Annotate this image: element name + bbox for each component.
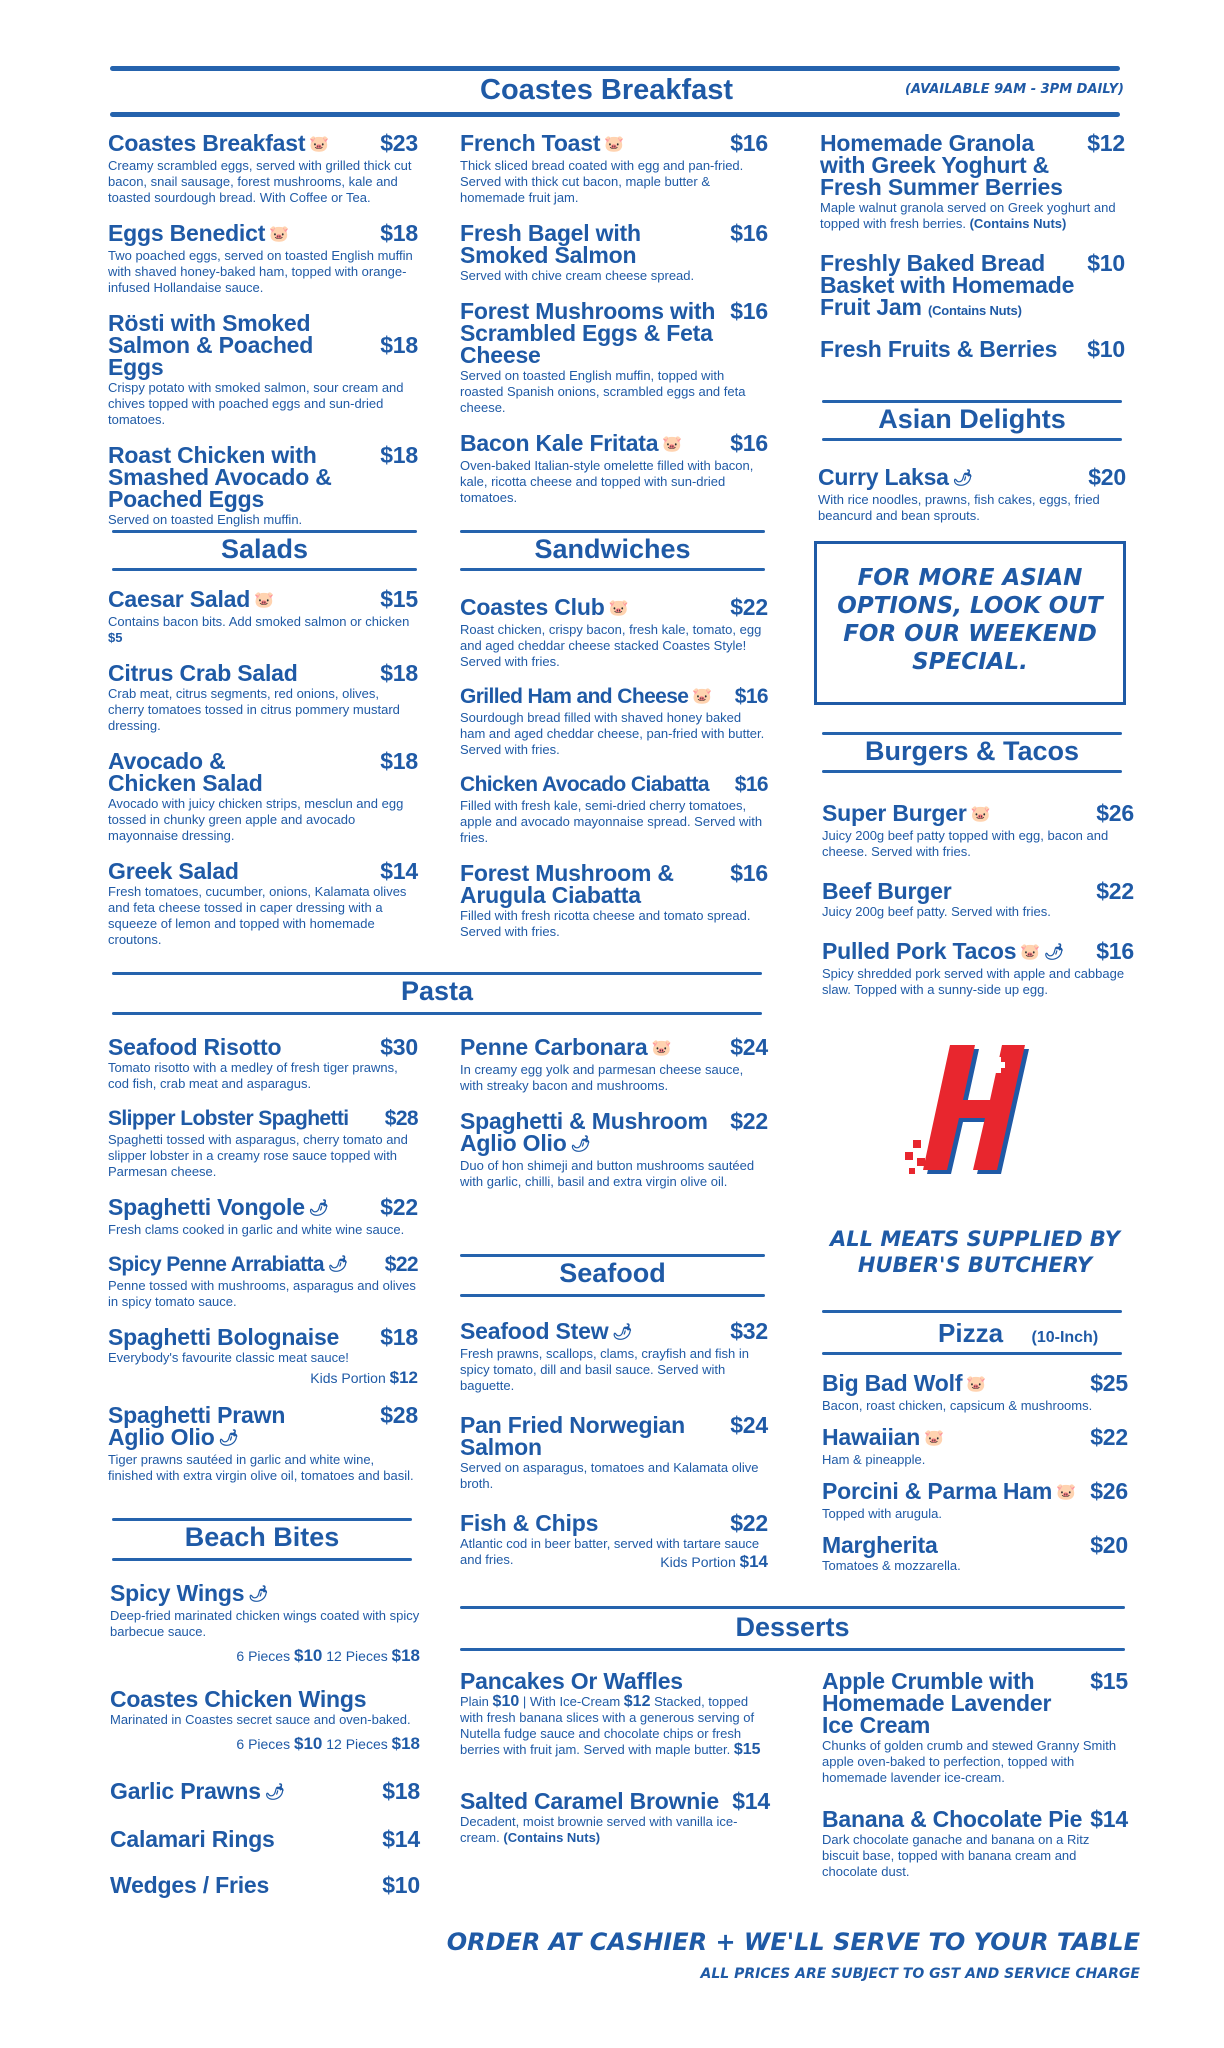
availability-note: (AVAILABLE 9AM - 3PM DAILY): [905, 82, 1124, 97]
item-name: Coastes Chicken Wings: [110, 1685, 367, 1712]
item-description: In creamy egg yolk and parmesan cheese sauce, with streaky bacon and mushrooms.: [460, 1061, 744, 1093]
item-description: Avocado with juicy chicken strips, mesclun and egg tossed in chunky green apple and avocado mayonnaise dressing.: [108, 795, 404, 843]
menu-item: [460, 1036, 768, 1094]
item-description: Served with chive cream cheese spread.: [460, 267, 695, 283]
item-description: Served on asparagus, tomatoes and Kalamata olive broth.: [460, 1459, 759, 1491]
pig-icon: 🐷: [651, 1039, 672, 1057]
portion-option: 12 Pieces: [326, 1647, 388, 1664]
menu-item: [460, 1107, 768, 1190]
menu-item: [108, 441, 418, 528]
item-name: Seafood Stew: [460, 1318, 609, 1344]
addon-price: $5: [108, 629, 123, 645]
portion-option: 6 Pieces: [236, 1647, 291, 1664]
item-price: $14: [382, 1825, 420, 1852]
menu-item: [108, 747, 418, 844]
item-price: $18: [380, 441, 418, 468]
item-name: Penne Carbonara: [460, 1034, 648, 1060]
item-description: Topped with arugula.: [822, 1505, 942, 1521]
pig-icon: 🐷: [309, 135, 330, 153]
pig-icon: 🐷: [970, 805, 991, 823]
ice-cream-price: $12: [623, 1693, 651, 1710]
item-description: Spaghetti tossed with asparagus, cherry tomato and slipper lobster in a creamy rose sauce topped with Parmesan cheese.: [108, 1132, 408, 1179]
beach-list: [110, 1582, 420, 1912]
chili-icon: 🌶: [308, 1199, 329, 1217]
item-description: Juicy 200g beef patty. Served with fries.: [822, 903, 1051, 919]
pig-icon: 🐷: [608, 599, 629, 617]
menu-item: [822, 1531, 1128, 1574]
weekend-special-box: [814, 541, 1126, 705]
menu-item: [820, 338, 1125, 360]
section-brush: [112, 972, 762, 975]
menu-item: [822, 1423, 1128, 1468]
menu-item: [108, 1326, 418, 1388]
item-name: Caesar Salad: [108, 586, 251, 612]
item-price: $26: [1096, 800, 1134, 826]
stacked-price: $15: [733, 1741, 761, 1758]
item-description: Roast chicken, crispy bacon, fresh kale, tomato, egg and aged cheddar cheese stacked Coastes Style! Served with fries.: [460, 621, 762, 669]
item-name: Rösti with Smoked Salmon & Poached Eggs: [108, 309, 314, 380]
item-name: Greek Salad: [108, 857, 239, 884]
menu-item: [822, 1808, 1128, 1880]
chili-icon: 🌶: [1044, 943, 1065, 961]
kids-portion-label: Kids Portion: [310, 1370, 386, 1387]
item-description: Crab meat, citrus segments, red onions, olives, cherry tomatoes tossed in citrus pommery mustard dressing.: [108, 685, 400, 733]
item-name: Forest Mushrooms with Scrambled Eggs & Feta Cheese: [460, 297, 716, 368]
menu-item: [110, 1777, 420, 1804]
chili-icon: 🌶: [952, 469, 973, 487]
menu-item: [108, 1108, 418, 1180]
menu-item: [818, 466, 1126, 524]
item-price: $22: [730, 1509, 768, 1536]
pizza-header: [822, 1318, 1122, 1349]
item-name: Eggs Benedict: [108, 219, 266, 246]
menu-item: [822, 1372, 1128, 1414]
portion-price: $10: [293, 1645, 323, 1665]
pig-icon: 🐷: [662, 435, 683, 453]
item-price: $24: [730, 1411, 768, 1438]
section-brush: [112, 568, 417, 571]
item-price: $14: [1090, 1806, 1128, 1832]
kids-portion-price: $14: [739, 1551, 768, 1571]
menu-item: [460, 1411, 768, 1492]
gst-note: ALL PRICES ARE SUBJECT TO GST AND SERVICE CHARGE: [700, 1966, 1140, 1982]
menu-item: [108, 309, 418, 428]
item-description: Ham & pineapple.: [822, 1451, 926, 1467]
header-top-brush: [110, 66, 1120, 71]
item-price: $18: [380, 747, 418, 774]
pig-icon: 🐷: [254, 591, 274, 609]
item-price: $28: [380, 1402, 418, 1429]
item-description: Bacon, roast chicken, capsicum & mushrooms.: [822, 1397, 1093, 1413]
item-description: Fresh clams cooked in garlic and white wine sauce.: [108, 1221, 405, 1237]
item-description: Served on toasted English muffin.: [108, 511, 303, 527]
item-name: Seafood Risotto: [108, 1034, 282, 1060]
menu-item: [460, 1790, 770, 1846]
section-brush: [112, 530, 417, 533]
seafood-list: [460, 1320, 768, 1588]
item-price: $15: [380, 586, 418, 612]
burgers-list: [822, 802, 1134, 1014]
pizza-section-title: Pizza: [938, 1318, 1004, 1348]
contains-nuts-note: (Contains Nuts): [503, 1830, 601, 1845]
section-brush: [460, 1606, 1125, 1609]
section-brush: [460, 1294, 765, 1297]
item-price: $10: [1087, 250, 1125, 276]
menu-item: [460, 862, 768, 940]
menu-item: [460, 1320, 768, 1394]
sandwiches-list: [460, 596, 768, 956]
item-description: Served on toasted English muffin, topped with roasted Spanish onions, scrambled eggs and feta cheese.: [460, 367, 746, 415]
section-brush: [112, 1518, 412, 1521]
header-bottom-brush: [110, 112, 1120, 117]
item-name: Spicy Wings: [110, 1580, 245, 1606]
item-description: Dark chocolate ganache and banana on a Ritz biscuit base, topped with banana cream and chocolate dust.: [822, 1832, 1090, 1879]
item-name: Fresh Bagel with Smoked Salmon: [460, 219, 641, 268]
menu-item: [108, 857, 418, 948]
item-price: $22: [380, 1194, 418, 1220]
menu-item: [110, 1825, 420, 1852]
portion-price: $10: [293, 1733, 323, 1753]
menu-item: [460, 132, 768, 206]
item-price: $16: [730, 429, 768, 456]
asian-list: [818, 466, 1126, 540]
item-name: Grilled Ham and Cheese: [460, 684, 689, 708]
chili-icon: 🌶: [264, 1783, 285, 1801]
menu-item: [460, 219, 768, 284]
item-description: Thick sliced bread coated with egg and pan-fried. Served with thick cut bacon, maple butter & homemade fruit jam.: [460, 157, 744, 205]
item-name: Coastes Club: [460, 594, 605, 620]
desserts-column-1: [460, 1670, 770, 1862]
pig-icon: 🐷: [692, 688, 712, 706]
menu-item: [822, 937, 1134, 998]
pig-icon: 🐷: [966, 1375, 987, 1393]
item-name: Avocado & Chicken Salad: [108, 747, 263, 796]
item-name: Freshly Baked Bread Basket with Homemade Fruit Jam: [820, 250, 1075, 320]
pizza-list: [822, 1372, 1128, 1586]
item-price: $10: [382, 1871, 420, 1898]
menu-item: [460, 297, 768, 416]
order-at-cashier-text: ORDER AT CASHIER + WE'LL SERVE TO YOUR TABLE: [446, 1928, 1140, 1956]
weekend-special-text: FOR MORE ASIAN OPTIONS, LOOK OUT FOR OUR WEEKEND SPECIAL.: [837, 565, 1103, 675]
asian-section-title: Asian Delights: [878, 404, 1066, 434]
item-price: $22: [730, 1107, 768, 1134]
portion-price: $18: [391, 1645, 420, 1665]
item-name: Spaghetti & Mushroom Aglio Olio: [460, 1107, 708, 1156]
desserts-section-title: Desserts: [735, 1612, 850, 1642]
item-price: $16: [730, 860, 768, 887]
section-brush: [112, 1012, 762, 1015]
item-price: $26: [1090, 1477, 1128, 1504]
pig-icon: 🐷: [269, 225, 289, 243]
item-description: Duo of hon shimeji and button mushrooms sautéed with garlic, chilli, basil and extra virgin olive oil.: [460, 1157, 755, 1189]
section-brush: [822, 438, 1122, 441]
item-price: $12: [1087, 130, 1125, 156]
item-name: Big Bad Wolf: [822, 1370, 963, 1396]
item-description: Fresh tomatoes, cucumber, onions, Kalamata olives and feta cheese tossed in caper dressing with a squeeze of lemon and topped with homemade croutons.: [108, 883, 407, 947]
item-price: $22: [730, 594, 768, 620]
menu-item: [460, 1509, 768, 1572]
item-price: $18: [380, 331, 418, 358]
page-title: Coastes Breakfast: [480, 74, 734, 106]
item-description: Oven-baked Italian-style omelette filled with bacon, kale, ricotta cheese and topped with sun-dried tomatoes.: [460, 457, 754, 505]
item-price: $25: [1090, 1370, 1128, 1396]
item-price: $16: [730, 219, 768, 246]
section-brush: [460, 568, 765, 571]
item-name: Citrus Crab Salad: [108, 659, 298, 686]
menu-item: [822, 802, 1134, 860]
item-name: Fresh Fruits & Berries: [820, 336, 1058, 362]
item-price: $16: [734, 773, 768, 797]
breakfast-column-3: [820, 132, 1125, 376]
meat-supplier-caption: ALL MEATS SUPPLIED BY HUBER'S BUTCHERY: [830, 1227, 1120, 1277]
section-brush: [822, 732, 1122, 735]
item-description: Filled with fresh kale, semi-dried cherry tomatoes, apple and avocado mayonnaise spread. Served with fries.: [460, 798, 763, 846]
item-name: Garlic Prawns: [110, 1777, 261, 1804]
salads-section-title: Salads: [220, 534, 309, 564]
menu-item: [460, 596, 768, 670]
item-name: Roast Chicken with Smashed Avocado & Poached Eggs: [108, 441, 332, 512]
plain-price: $10: [492, 1693, 520, 1710]
ice-cream-label: | With Ice-Cream: [522, 1694, 621, 1709]
item-description: Everybody's favourite classic meat sauce!: [108, 1350, 349, 1366]
portion-option: 12 Pieces: [326, 1735, 388, 1752]
chili-icon: 🌶: [248, 1585, 269, 1603]
item-name: Forest Mushroom & Arugula Ciabatta: [460, 860, 674, 909]
item-description: Tiger prawns sautéed in garlic and white wine, finished with extra virgin olive oil, tomatoes and basil.: [108, 1452, 414, 1484]
menu-item: [108, 659, 418, 734]
item-description: Penne tossed with mushrooms, asparagus and olives in spicy tomato sauce.: [108, 1278, 416, 1310]
menu-item: [108, 588, 418, 646]
menu-item: [460, 429, 768, 506]
menu-item: [108, 1254, 418, 1310]
pasta-column-1: [108, 1036, 418, 1500]
menu-item: [460, 686, 768, 758]
menu-item: [108, 219, 418, 296]
item-price: $32: [730, 1318, 768, 1344]
item-price: $22: [384, 1252, 418, 1276]
salads-list: [108, 588, 418, 964]
item-price: $18: [382, 1777, 420, 1804]
item-price: $23: [380, 130, 418, 156]
breakfast-column-2: [460, 132, 768, 522]
item-name: Spicy Penne Arrabiatta: [108, 1252, 324, 1276]
portion-price: $18: [391, 1733, 420, 1753]
item-name: Margherita: [822, 1531, 938, 1558]
item-description: Crispy potato with smoked salmon, sour cream and chives topped with poached eggs and sun-dried tomatoes.: [108, 379, 404, 427]
menu-item: [110, 1582, 420, 1666]
item-description: Juicy 200g beef patty topped with egg, bacon and cheese. Served with fries.: [822, 827, 1109, 859]
item-name: Beef Burger: [822, 877, 952, 904]
item-price: $18: [380, 659, 418, 686]
section-brush: [460, 530, 765, 533]
item-description: Marinated in Coastes secret sauce and oven-baked.: [110, 1711, 411, 1727]
item-price: $28: [384, 1107, 418, 1130]
pig-icon: 🐷: [604, 135, 625, 153]
item-price: $24: [730, 1034, 768, 1060]
section-brush: [460, 1254, 765, 1257]
portion-option: 6 Pieces: [236, 1735, 291, 1752]
item-price: $22: [1096, 877, 1134, 904]
contains-nuts-note: (Contains Nuts): [969, 216, 1067, 231]
menu-item: [108, 1196, 418, 1238]
item-name: Super Burger: [822, 800, 967, 826]
item-price: $14: [732, 1788, 770, 1814]
item-name: French Toast: [460, 130, 601, 156]
sandwiches-section-title: Sandwiches: [534, 534, 691, 564]
chili-icon: 🌶: [612, 1323, 633, 1341]
item-price: $14: [380, 857, 418, 884]
menu-item: [460, 774, 768, 846]
item-description: Sourdough bread filled with shaved honey baked ham and aged cheddar cheese, pan-fried with butter. Served with fries.: [460, 710, 765, 758]
item-price: $22: [1090, 1423, 1128, 1450]
item-price: $30: [380, 1034, 418, 1060]
section-brush: [822, 770, 1122, 773]
item-description: Atlantic cod in beer batter, served with tartare sauce and fries.: [460, 1535, 760, 1567]
item-description: With rice noodles, prawns, fish cakes, eggs, fried beancurd and bean sprouts.: [818, 491, 1100, 523]
item-name: Calamari Rings: [110, 1825, 275, 1852]
item-description: Maple walnut granola served on Greek yoghurt and topped with fresh berries.: [820, 200, 1116, 231]
hubers-logo-icon: [905, 1040, 1035, 1180]
beach-section-title: Beach Bites: [184, 1522, 340, 1552]
item-name: Pan Fried Norwegian Salmon: [460, 1411, 685, 1460]
item-description: Contains bacon bits. Add smoked salmon or chicken: [108, 613, 410, 629]
menu-item: [820, 252, 1125, 322]
item-name: Homemade Granola with Greek Yoghurt & Fresh Summer Berries: [820, 130, 1063, 200]
kids-portion-price: $12: [389, 1368, 418, 1388]
item-description: Creamy scrambled eggs, served with grilled thick cut bacon, snail sausage, forest mushrooms, kale and toasted sourdough bread. With Coffee or Tea.: [108, 157, 412, 205]
section-brush: [460, 1648, 1125, 1651]
item-price: $18: [380, 219, 418, 246]
stacked-description: Stacked, topped with fresh banana slices with a generous serving of Nutella fudge sauce and chocolate chips or fresh berries with fruit jam. Served with maple butter.: [460, 1694, 755, 1757]
item-name: Slipper Lobster Spaghetti: [108, 1107, 349, 1130]
item-name: Bacon Kale Fritata: [460, 429, 659, 456]
item-name: Wedges / Fries: [110, 1871, 270, 1898]
item-name: Pancakes Or Waffles: [460, 1668, 683, 1694]
contains-nuts-note: (Contains Nuts): [927, 303, 1022, 318]
breakfast-column-1: [108, 132, 418, 544]
section-brush: [822, 1310, 1122, 1313]
menu-item: [822, 1670, 1128, 1786]
pig-icon: 🐷: [924, 1429, 944, 1447]
item-name: Spaghetti Bolognaise: [108, 1324, 340, 1351]
kids-portion-label: Kids Portion: [660, 1553, 736, 1570]
menu-item: [822, 877, 1134, 920]
item-name: Spaghetti Prawn Aglio Olio: [108, 1402, 286, 1451]
pig-icon: 🐷: [1056, 1483, 1076, 1501]
section-brush: [822, 400, 1122, 403]
chili-icon: 🌶: [327, 1256, 348, 1274]
item-price: $16: [730, 297, 768, 324]
pasta-column-2: [460, 1036, 768, 1206]
item-price: $20: [1090, 1531, 1128, 1558]
item-name: Apple Crumble with Homemade Lavender Ice Cream: [822, 1668, 1052, 1738]
item-description: Decadent, moist brownie served with vanilla ice-cream.: [460, 1814, 738, 1845]
menu-item: [110, 1685, 420, 1754]
chili-icon: 🌶: [570, 1135, 591, 1153]
pizza-size-note: (10-Inch): [1031, 1329, 1099, 1346]
burgers-section-title: Burgers & Tacos: [864, 736, 1080, 766]
item-name: Banana & Chocolate Pie: [822, 1806, 1083, 1832]
item-name: Fish & Chips: [460, 1509, 599, 1536]
item-name: Salted Caramel Brownie: [460, 1788, 719, 1814]
item-description: Chunks of golden crumb and stewed Granny Smith apple oven-baked to perfection, topped with homemade lavender ice-cream.: [822, 1738, 1117, 1785]
item-name: Coastes Breakfast: [108, 130, 306, 156]
item-price: $16: [734, 684, 768, 708]
desserts-column-2: [822, 1670, 1128, 1896]
item-price: $18: [380, 1324, 418, 1351]
item-name: Hawaiian: [822, 1423, 921, 1450]
chili-icon: 🌶: [218, 1430, 239, 1448]
item-price: $15: [1090, 1668, 1128, 1694]
item-name: Porcini & Parma Ham: [822, 1477, 1053, 1504]
pasta-section-title: Pasta: [400, 976, 474, 1006]
item-description: Spicy shredded pork served with apple and cabbage slaw. Topped with a sunny-side up egg.: [822, 965, 1125, 997]
item-description: Two poached eggs, served on toasted English muffin with shaved honey-baked ham, topped with orange-infused Hollandaise sauce.: [108, 247, 413, 295]
item-name: Chicken Avocado Ciabatta: [460, 773, 709, 797]
item-name: Pulled Pork Tacos: [822, 937, 1017, 964]
item-description: Tomato risotto with a medley of fresh tiger prawns, cod fish, crab meat and asparagus.: [108, 1060, 398, 1091]
item-price: $20: [1088, 464, 1126, 490]
menu-item: [110, 1871, 420, 1898]
item-description: Filled with fresh ricotta cheese and tomato spread. Served with fries.: [460, 908, 751, 940]
section-brush: [822, 1352, 1122, 1355]
item-description: Deep-fried marinated chicken wings coated with spicy barbecue sauce.: [110, 1607, 420, 1639]
plain-label: Plain: [460, 1694, 489, 1709]
pig-icon: 🐷: [1020, 943, 1041, 961]
item-price: $16: [730, 130, 768, 156]
section-brush: [112, 1558, 412, 1561]
item-description: Tomatoes & mozzarella.: [822, 1557, 961, 1573]
menu-item: [108, 1404, 418, 1484]
menu-item: [822, 1477, 1128, 1522]
menu-item: [820, 132, 1125, 232]
item-name: Curry Laksa: [818, 464, 949, 490]
item-name: Spaghetti Vongole: [108, 1194, 305, 1220]
menu-item: [108, 132, 418, 206]
menu-item: [108, 1036, 418, 1092]
item-description: Fresh prawns, scallops, clams, crayfish and fish in spicy tomato, dill and basil sauce. Served with baguette.: [460, 1345, 749, 1393]
item-price: $16: [1096, 937, 1134, 964]
seafood-section-title: Seafood: [559, 1258, 666, 1288]
menu-item: [460, 1670, 770, 1758]
item-price: $10: [1087, 336, 1125, 362]
